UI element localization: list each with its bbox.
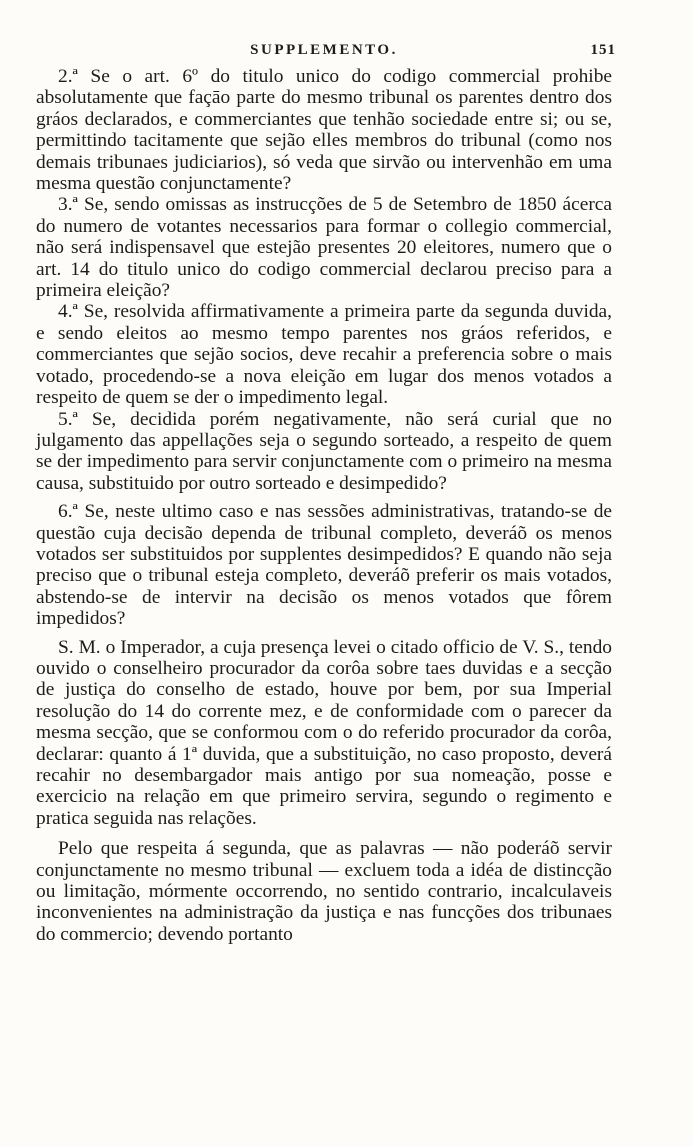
paragraph-item-2: 2.ª Se o art. 6º do titulo unico do codigo commercial prohibe absolutamente que façāo parte do mesmo tribunal os parentes dentro dos gráos declarados, e commerciantes que tenhão sociedade entre si; ou se, permittindo tacitamente que sejão elles membros do tribunal (como nos demais tribunaes judiciarios), só veda que sirvão ou intervenhão em uma mesma questão conjunctamente? bbox=[36, 66, 612, 195]
running-title: SUPPLEMENTO. bbox=[250, 42, 398, 58]
paragraph-item-4: 4.ª Se, resolvida affirmativamente a primeira parte da segunda duvida, e sendo eleitos ao mesmo tempo parentes nos gráos referidos, e commerciantes que sejão socios, deve recahir a preferencia sobre o mais votado, procedendo-se a nova eleição em lugar dos menos votados a respeito de quem se der o impedimento legal. bbox=[36, 301, 612, 409]
paragraph-resolution: S. M. o Imperador, a cuja presença levei o citado officio de V. S., tendo ouvido o conselheiro procurador da corôa sobre taes duvidas e a secção de justiça do conselho de estado, houve por bem, por sua Imperial resolução do 14 do corrente mez, e de conformidade com o parecer da mesma secção, que se conformou com o do referido procurador da corôa, declarar: quanto á 1ª duvida, que a substituição, no caso proposto, deverá recahir no desembargador mais antigo por sua nomeação, posse e exercicio na relação em que primeiro servira, segundo o regimento e pratica seguida nas relações. bbox=[36, 636, 612, 829]
paragraph-item-6: 6.ª Se, neste ultimo caso e nas sessões administrativas, tratando-se de questão cuja decisão dependa de tribunal completo, deveráõ os menos votados ser substituidos por supplentes desimpedidos? E quando não seja preciso que o tribunal esteja completo, deveráõ preferir os mais votados, abstendo-se de intervir na decisão os menos votados que fôrem impedidos? bbox=[36, 501, 612, 630]
page-header bbox=[36, 38, 616, 66]
page-number: 151 bbox=[590, 42, 616, 58]
paragraph-item-3: 3.ª Se, sendo omissas as instrucções de 5 de Setembro de 1850 ácerca do numero de votantes necessarios para formar o collegio commercial, não será indispensavel que estejão presentes 20 eleitores, numero que o art. 14 do titulo unico do codigo commercial declarou preciso para a primeira eleição? bbox=[36, 194, 612, 302]
paragraph-item-5: 5.ª Se, decidida porém negativamente, não será curial que no julgamento das appellações seja o segundo sorteado, a respeito de quem se der impedimento para servir conjunctamente com o primeiro na mesma causa, substituido por outro sorteado e desimpedido? bbox=[36, 408, 612, 494]
document-page bbox=[36, 38, 616, 945]
paragraph-second-doubt: Pelo que respeita á segunda, que as palavras — não poderáõ servir conjunctamente no mesmo tribunal — excluem toda a idéa de distincção ou limitação, mórmente occorrendo, no sentido contrario, incalculaveis inconvenientes na administração da justiça e nas funcções dos tribunaes do commercio; devendo portanto bbox=[36, 838, 612, 945]
